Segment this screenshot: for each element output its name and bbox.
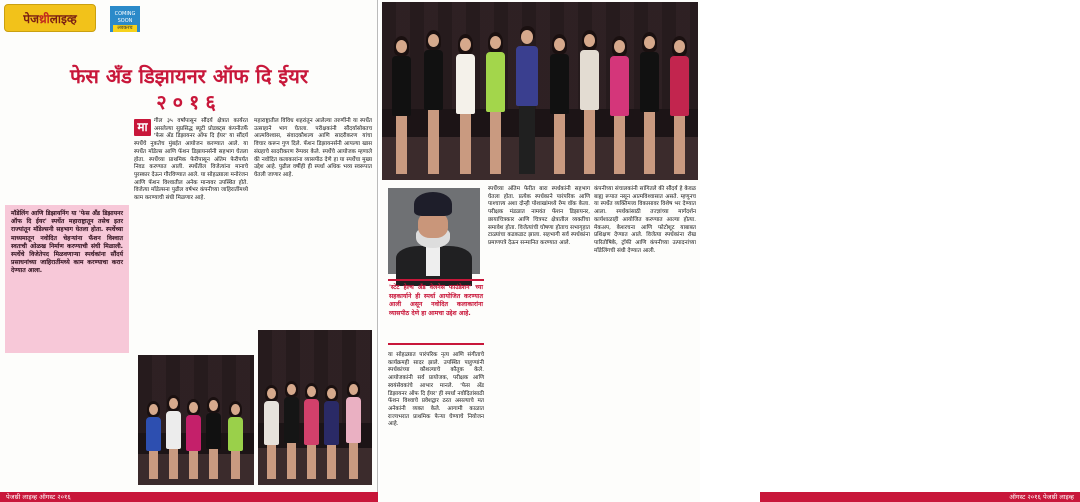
badge-text-mid: थ्री xyxy=(38,12,50,26)
model-figure xyxy=(548,34,570,176)
model-figure xyxy=(344,381,362,481)
article-column-1 xyxy=(134,118,248,346)
coming-soon-box xyxy=(110,6,140,32)
model-figure xyxy=(578,30,600,176)
model-figure xyxy=(638,32,660,176)
column-5-text: या सोहळ्यात पारंपरिक नृत्य आणि संगीताचे कार्यक्रमही सादर झाले. उपस्थित पाहुण्यांनी स्पर्धकांच्या कौशल्याचे कौतुक केले. आयोजकांनी सर्व प्रायोजक, परीक्षक आणि स्वयंसेवकांचे आभार मानले. 'फेस अँड डिझायनर ऑफ दि ईयर' ही स्पर्धा नवोदितांसाठी फॅशन विश्वाचे प्रवेशद्वार ठरत असल्याचे मत अनेकांनी व्यक्त केले. आगामी काळात राज्यभरात प्राथमिक फेऱ्या घेण्याचे नियोजन आहे. xyxy=(388,352,484,428)
badge-text-right: लाइव्ह xyxy=(49,12,77,26)
column-3-text: स्पर्धेच्या अंतिम फेरीत बारा स्पर्धकांनी सहभाग घेतला होता. प्रत्येक स्पर्धकाने पारंपरिक आणि पाश्चात्त्य अशा दोन्ही पोशाखांमध्ये रॅम्प वॉक केला. परीक्षक मंडळात नामवंत फॅशन डिझायनर, छायाचित्रकार आणि चित्रपट क्षेत्रातील व्यक्तींचा समावेश होता. विजेत्यांची घोषणा होताच सभागृहात टाळ्यांचा कडकडाट झाला. सहभागी सर्व स्पर्धकांना प्रमाणपत्रे देऊन सन्मानित करण्यात आले. xyxy=(488,186,590,246)
pull-quote-text: 'स्टेट हेल्थ अँड वेलनेस फाउंडेशन' च्या सहकार्याने ही स्पर्धा आयोजित करण्यात आली असून नवोदित कलाकारांना व्यासपीठ देणे हा आमचा उद्देश आहे. xyxy=(389,284,483,317)
pull-quote xyxy=(388,279,484,345)
drop-cap: मा xyxy=(134,119,151,136)
article-column-4 xyxy=(594,186,696,486)
model-figure xyxy=(422,30,444,176)
left-page xyxy=(0,0,378,502)
model-figure xyxy=(302,383,320,481)
footer-left: पेजथ्री लाइव्ह ऑगस्ट २०१६ xyxy=(0,492,378,502)
article-column-2 xyxy=(254,118,372,346)
column-2-text: महाराष्ट्रातील विविध शहरांतून आलेल्या तरुणींनी या स्पर्धेत उत्साहाने भाग घेतला. परीक्षकांनी सौंदर्यासोबतच आत्मविश्वास, संवादकौशल्य आणि सादरीकरण यांचा विचार करून गुण दिले. फॅशन डिझायनर्सनी आपल्या खास संग्रहाचे सादरीकरण रॅम्पवर केले. स्पर्धेचे आयोजक म्हणाले की नवोदित कलाकारांना व्यासपीठ देणे हा या स्पर्धेचा मुख्य उद्देश आहे. पुढील वर्षीही ही स्पर्धा अधिक भव्य स्वरूपात घेतली जाणार आहे. xyxy=(254,118,372,178)
coming-soon-tag: लवकरच xyxy=(113,25,137,32)
model-figure xyxy=(144,401,162,481)
badge-text-left: पेज xyxy=(23,12,39,26)
article-column-3 xyxy=(488,186,590,486)
model-figure xyxy=(204,397,222,481)
column-1-text: गील ३५ वर्षांपासून सौंदर्य क्षेत्रात कार्यरत असलेल्या सुप्रसिद्ध ब्यूटी प्रोडक्ट्स कंपनीतर्फे 'फेस अँड डिझायनर ऑफ दि ईयर' या सौंदर्य स्पर्धेचे नुकतेच मुंबईत आयोजन करण्यात आले. या स्पर्धेत मॉडेल्स आणि फॅशन डिझायनर्सनी सहभाग घेतला होता. स्पर्धेच्या प्राथमिक फेरीपासून अंतिम फेरीपर्यंत निवड करण्यात आली. स्पर्धेतील विजेत्यांना मानाचे पुरस्कार देऊन गौरविण्यात आले. या सोहळ्याला मनोरंजन आणि फॅशन विश्वातील अनेक मान्यवर उपस्थित होते. विजेत्या मॉडेल्सना पुढील वर्षभर कंपनीच्या जाहिरातींमध्ये काम करण्याची संधी मिळणार आहे. xyxy=(134,118,248,202)
model-figure xyxy=(390,36,412,176)
model-figure xyxy=(322,385,340,481)
footer-right: ऑगस्ट २०१६ पेजथ्री लाइव्ह xyxy=(760,492,1080,502)
event-photo-group-2 xyxy=(258,330,372,485)
person-figure xyxy=(514,26,540,176)
model-figure xyxy=(226,401,244,481)
article-title-year: २०१६ xyxy=(156,90,222,114)
article-column-5 xyxy=(388,352,484,486)
model-figure xyxy=(282,381,300,481)
highlight-box xyxy=(5,205,129,353)
portrait-photo xyxy=(388,188,480,274)
section-badge xyxy=(4,4,96,32)
event-photo-main xyxy=(382,2,698,180)
model-figure xyxy=(184,399,202,481)
model-figure xyxy=(608,36,630,176)
model-figure xyxy=(164,395,182,481)
coming-soon-label: COMING SOON xyxy=(114,11,136,24)
model-figure xyxy=(668,36,690,176)
column-4-text: कंपनीच्या संचालकांनी सांगितले की सौंदर्य हे केवळ बाह्य रूपात नसून आत्मविश्वासात असते. म्हणूनच या स्पर्धेत व्यक्तिमत्त्व विकासावर विशेष भर देण्यात आला. स्पर्धकांसाठी तज्ज्ञांच्या मार्गदर्शन कार्यशाळाही आयोजित करण्यात आल्या होत्या. मेकअप, केशरचना आणि फोटोशूट याबाबत प्रशिक्षण देण्यात आले. विजेत्या स्पर्धकांना रोख पारितोषिके, ट्रॉफी आणि कंपनीच्या उत्पादनांच्या मॉडेलिंगची संधी देण्यात आली. xyxy=(594,186,696,254)
article-title: फेस अँड डिझायनर ऑफ दि ईयर xyxy=(69,64,309,88)
model-figure xyxy=(484,32,506,176)
model-figure xyxy=(262,385,280,481)
event-photo-group xyxy=(138,355,254,485)
highlight-text: मॉडेलिंग आणि डिझायनिंग या 'फेस अँड डिझायनर ऑफ दि ईयर' स्पर्धेत महाराष्ट्रातून तसेच इतर राज्यांतून मॉडेल्सनी सहभाग घेतला होता. स्पर्धेच्या माध्यमातून नवोदित चेहऱ्यांना फॅशन विश्वात स्वतःची ओळख निर्माण करण्याची संधी मिळाली. स्पर्धेचे विजेतेपद मिळवणाऱ्या स्पर्धकांना सौंदर्य प्रसाधनांच्या जाहिरातींमध्ये काम करण्याचा करार देण्यात आला. xyxy=(11,210,123,275)
model-figure xyxy=(454,34,476,176)
